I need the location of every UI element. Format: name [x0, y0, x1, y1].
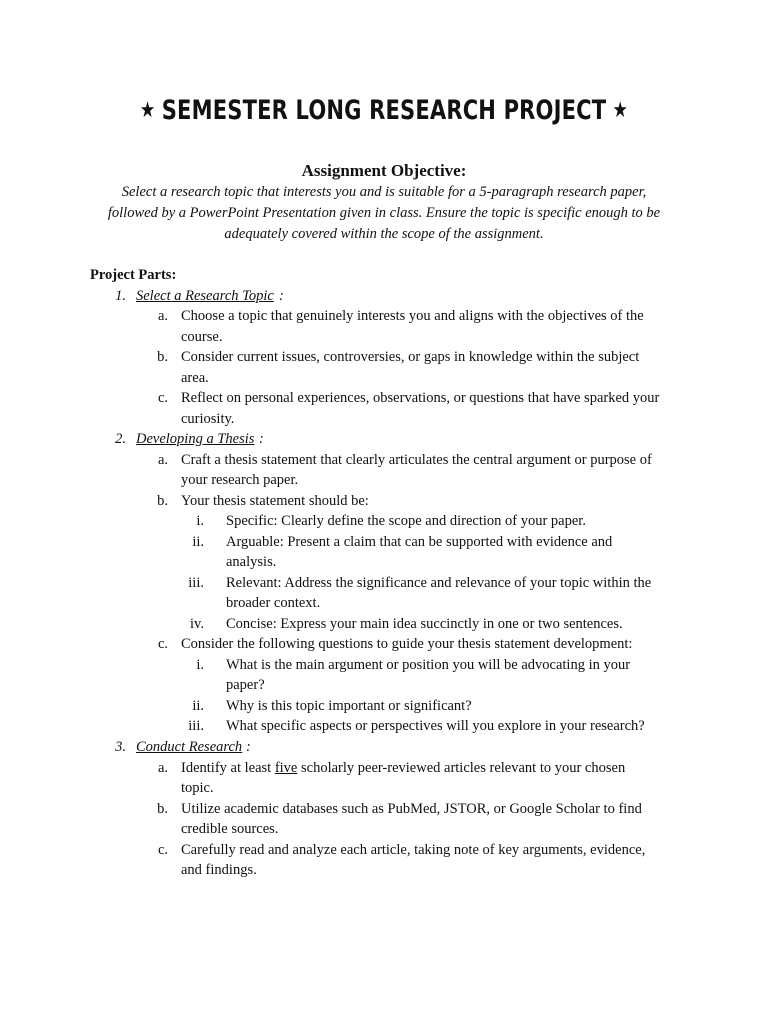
part-title-colon: :: [259, 431, 264, 447]
subitem-text: Specific: Clearly define the scope and direction of your paper.: [226, 513, 586, 529]
subitem-text: What is the main argument or position you will be advocating in your: [226, 657, 631, 673]
item-text: course.: [181, 329, 223, 345]
part-title: Select a Research Topic: [136, 288, 274, 304]
subitem-text: broader context.: [226, 595, 321, 611]
subitem-text: Concise: Express your main idea succinctly in one or two sentences.: [226, 616, 623, 632]
subitem-text: Why is this topic important or significant?: [226, 698, 472, 714]
item-text: topic.: [181, 780, 214, 796]
item-text: Reflect on personal experiences, observations, or questions that have sparked your: [181, 390, 660, 406]
subitem-text: analysis.: [226, 554, 277, 570]
star-icon: ★: [139, 98, 156, 123]
objective-line: adequately covered within the scope of the assignment.: [224, 226, 544, 242]
item-text: Consider the following questions to guide your thesis statement development:: [181, 636, 633, 652]
item-marker: c.: [157, 390, 168, 406]
item-text: credible sources.: [181, 821, 279, 837]
subitem-text: What specific aspects or perspectives will you explore in your research?: [226, 718, 645, 734]
item-text: Utilize academic databases such as PubMed, JSTOR, or Google Scholar to find: [181, 801, 642, 817]
item-text-part: Identify at least: [181, 760, 275, 776]
item-marker: b.: [157, 349, 168, 365]
objective-line: followed by a PowerPoint Presentation given in class. Ensure the topic is specific enough to be: [107, 205, 661, 221]
part-title: Developing a Thesis: [136, 431, 255, 447]
part-number: 1.: [115, 288, 126, 304]
emphasis-five: five: [274, 760, 298, 776]
item-text-part: scholarly peer-reviewed articles relevant to your chosen: [297, 760, 626, 776]
item-text: your research paper.: [181, 472, 299, 488]
item-marker: c.: [157, 842, 168, 858]
subitem-text: paper?: [226, 677, 265, 693]
item-text: Consider current issues, controversies, or gaps in knowledge within the subject: [181, 349, 640, 365]
item-text: Carefully read and analyze each article, taking note of key arguments, evidence,: [181, 842, 646, 858]
part-title: Conduct Research: [136, 739, 243, 755]
item-text: Choose a topic that genuinely interests you and aligns with the objectives of the: [181, 308, 644, 324]
part-number: 3.: [115, 739, 126, 755]
objective-line: Select a research topic that interests you and is suitable for a 5-paragraph research paper,: [121, 184, 647, 200]
item-text: Your thesis statement should be:: [181, 493, 369, 509]
objective-text: [84, 182, 684, 245]
subitem-marker: ii.: [192, 534, 204, 550]
part-title-colon: :: [279, 288, 284, 304]
item-marker: b.: [157, 801, 168, 817]
part-title-colon: :: [246, 739, 251, 755]
item-marker: a.: [157, 452, 168, 468]
subitem-marker: i.: [196, 513, 204, 529]
subitem-marker: ii.: [192, 698, 204, 714]
subitem-marker: i.: [196, 657, 204, 673]
subitem-marker: iv.: [190, 616, 204, 632]
item-text: [181, 758, 625, 778]
subitem-marker: iii.: [188, 575, 204, 591]
item-marker: a.: [157, 308, 168, 324]
document-title: [84, 93, 683, 129]
project-parts-heading: Project Parts:: [90, 267, 177, 283]
star-icon: ★: [612, 98, 629, 123]
part-number: 2.: [115, 431, 126, 447]
title-text: SEMESTER LONG RESEARCH PROJECT: [161, 95, 607, 126]
item-text: curiosity.: [181, 411, 235, 427]
item-marker: c.: [157, 636, 168, 652]
item-text: and findings.: [181, 862, 257, 878]
objective-heading: Assignment Objective:: [301, 161, 467, 180]
subitem-text: Arguable: Present a claim that can be supported with evidence and: [226, 534, 613, 550]
item-text: area.: [181, 370, 209, 386]
item-marker: a.: [157, 760, 168, 776]
item-text: Craft a thesis statement that clearly articulates the central argument or purpose of: [181, 452, 652, 468]
subitem-marker: iii.: [188, 718, 204, 734]
item-marker: b.: [157, 493, 168, 509]
subitem-text: Relevant: Address the significance and relevance of your topic within the: [226, 575, 652, 591]
